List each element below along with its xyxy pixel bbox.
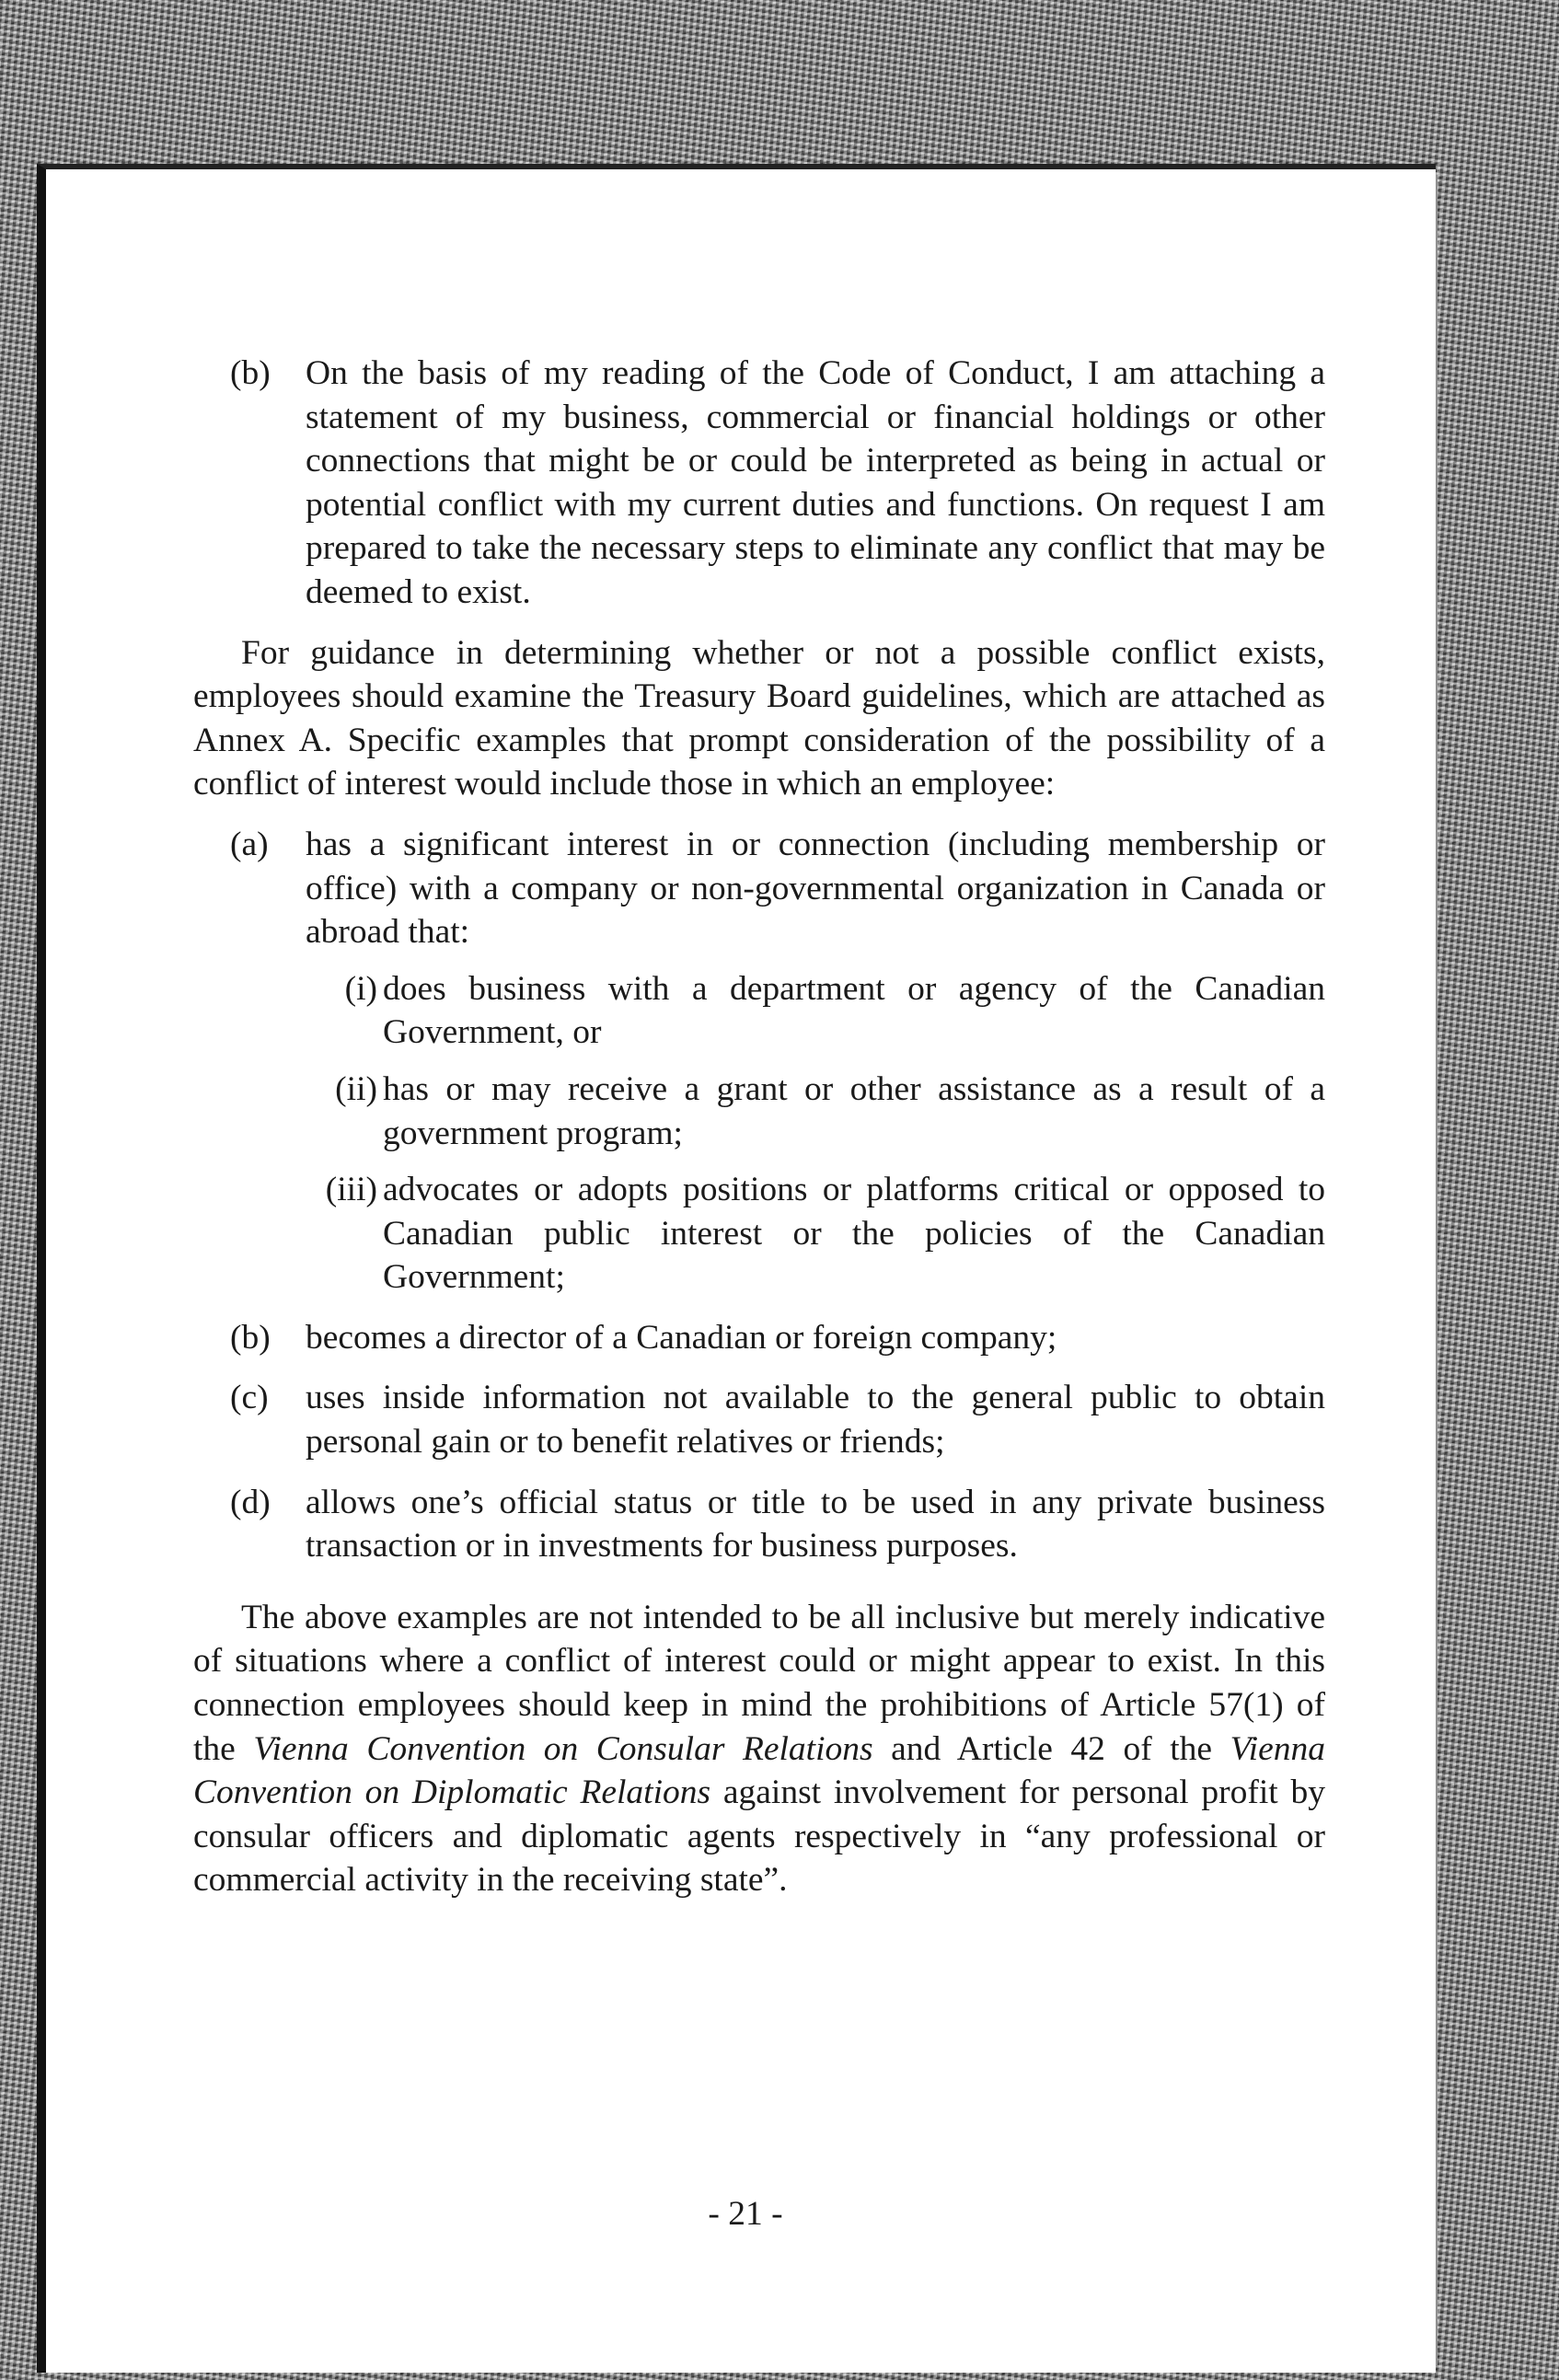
sub-item-text: does business with a department or agency of the Canadian Government, or [383,969,1325,1052]
closing-text-2: and Article 42 of the [872,1729,1230,1768]
item-text: On the basis of my reading of the Code of Conduct, I am attaching a statement of my business, commercial or financial holdings or other connections that might be or could be interpreted as being in actual or potential conflict with my current duties and functions. On request I am prepared to take the necessary steps to eliminate any conflict that may be deemed to exist. [306,354,1325,611]
closing-paragraph [193,1596,1325,1902]
example-c [193,1376,1325,1463]
sub-item-text: advocates or adopts positions or platforms critical or opposed to Canadian public interest or the policies of the Canadian Government; [383,1171,1325,1297]
vienna-consular-title: Vienna Convention on Consular Relations [253,1729,873,1768]
sub-item-label: (i) [344,969,377,1008]
sub-item-iii [193,1168,1325,1300]
item-text: becomes a director of a Canadian or foreign company; [306,1318,1057,1357]
sub-item-label: (iii) [325,1171,377,1209]
sub-item-text: has or may receive a grant or other assistance as a result of a government program; [383,1069,1325,1152]
closing-text-1: The above examples are not intended to be all inclusive but merely indicative of situations where a conflict of interest could or might appear to exist. In this connection employees should keep in mind the prohibitions of Article 57(1) of the [193,1598,1325,1768]
vienna-diplomatic-title: Vienna Convention on Diplomatic Relations [193,1729,1325,1812]
item-label: (a) [230,825,269,863]
item-label: (b) [230,1318,271,1357]
item-b-declaration [193,352,1325,615]
example-a [193,823,1325,954]
item-label: (d) [230,1483,271,1521]
item-label: (c) [230,1379,269,1417]
item-label: (b) [230,354,271,392]
item-text: uses inside information not available to the general public to obtain personal gain or to benefit relatives or friends; [306,1379,1325,1462]
sub-item-label: (ii) [335,1069,377,1108]
example-b [193,1316,1325,1360]
item-text: has a significant interest in or connection (including membership or office) with a company or non-governmental organization in Canada or abroad that: [306,825,1325,952]
closing-text-3: against involvement for personal profit by consular officers and diplomatic agents respectively in “any professional or commercial activity in the receiving state”. [193,1773,1325,1900]
guidance-paragraph: For guidance in determining whether or not a possible conflict exists, employees should examine the Treasury Board guidelines, which are attached as Annex A. Specific examples that prompt consideration of the possibility of a conflict of interest would include those in which an employee: [193,633,1325,803]
sub-item-i [193,967,1325,1055]
document-page [37,164,1436,2373]
page-number: - 21 - [708,2195,783,2233]
sub-item-ii [193,1068,1325,1155]
example-d [193,1481,1325,1568]
item-text: allows one’s official status or title to be used in any private business transaction or in investments for business purposes. [306,1483,1325,1565]
page-content [193,352,1325,1919]
